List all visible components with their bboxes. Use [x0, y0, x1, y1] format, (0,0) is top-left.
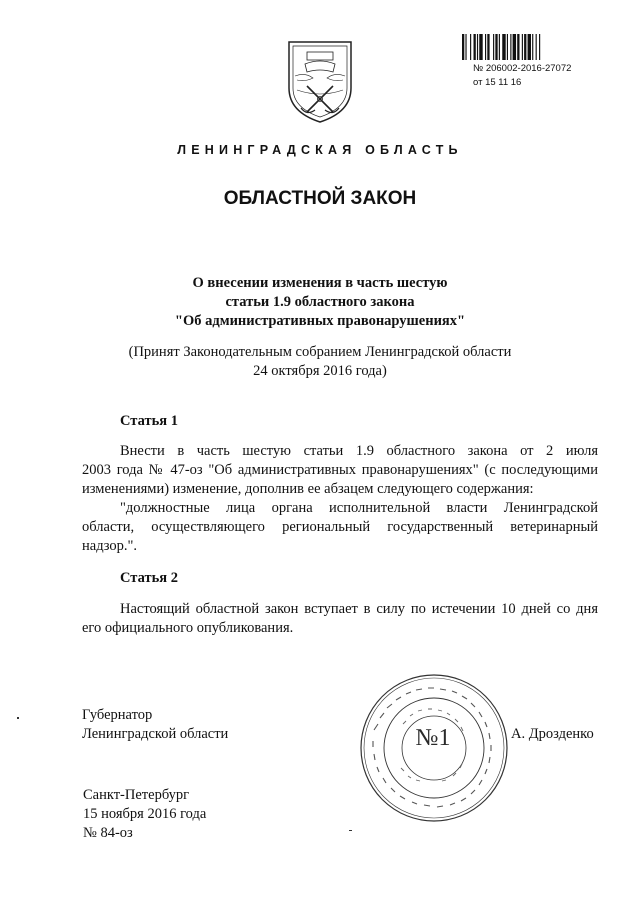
signatory-title-region: Ленинградской области	[82, 726, 229, 742]
adoption-note-line: (Принят Законодательным собранием Ленинградской области	[128, 344, 512, 360]
registration-number: № 206002-2016-27072	[473, 63, 572, 74]
law-title-line: О внесении изменения в часть шестую	[192, 275, 448, 291]
scan-speck	[17, 717, 19, 719]
article-1-line: надзор.".	[82, 538, 138, 554]
article-1-line: "должностные лица органа исполнительной власти Ленинградской	[120, 500, 598, 516]
article-2-line: его официального опубликования.	[82, 620, 294, 636]
article-1-heading: Статья 1	[120, 413, 178, 429]
seal-number: №1	[415, 725, 451, 751]
article-2-heading: Статья 2	[120, 570, 178, 586]
barcode	[462, 34, 607, 60]
region-name: ЛЕНИНГРАДСКАЯ ОБЛАСТЬ	[177, 143, 463, 157]
signatory-title: Губернатор	[82, 707, 153, 723]
article-1-line: Внести в часть шестую статьи 1.9 областного закона от 2 июля	[120, 443, 598, 459]
law-number: № 84-оз	[83, 825, 133, 841]
law-title-line: статьи 1.9 областного закона	[225, 294, 415, 310]
signing-place: Санкт-Петербург	[83, 787, 190, 803]
article-1-line: изменениями) изменение, дополнив ее абзацем следующего содержания:	[82, 481, 534, 497]
document-type: ОБЛАСТНОЙ ЗАКОН	[223, 188, 417, 209]
adoption-note-line: 24 октября 2016 года)	[253, 363, 387, 379]
article-2-line: Настоящий областной закон вступает в силу по истечении 10 дней со дня	[120, 601, 598, 617]
registration-date: от 15 11 16	[473, 77, 522, 88]
law-title-line: "Об административных правонарушениях"	[174, 313, 466, 329]
coat-of-arms-emblem	[285, 38, 355, 124]
article-1-line: 2003 года № 47-оз "Об административных правонарушениях" (с последующими	[82, 462, 598, 478]
article-1-line: области, осуществляющего региональный государственный ветеринарный	[82, 519, 598, 535]
signatory-name: А. Дрозденко	[511, 726, 594, 742]
scan-speck	[349, 830, 352, 831]
signing-date: 15 ноября 2016 года	[83, 806, 207, 822]
